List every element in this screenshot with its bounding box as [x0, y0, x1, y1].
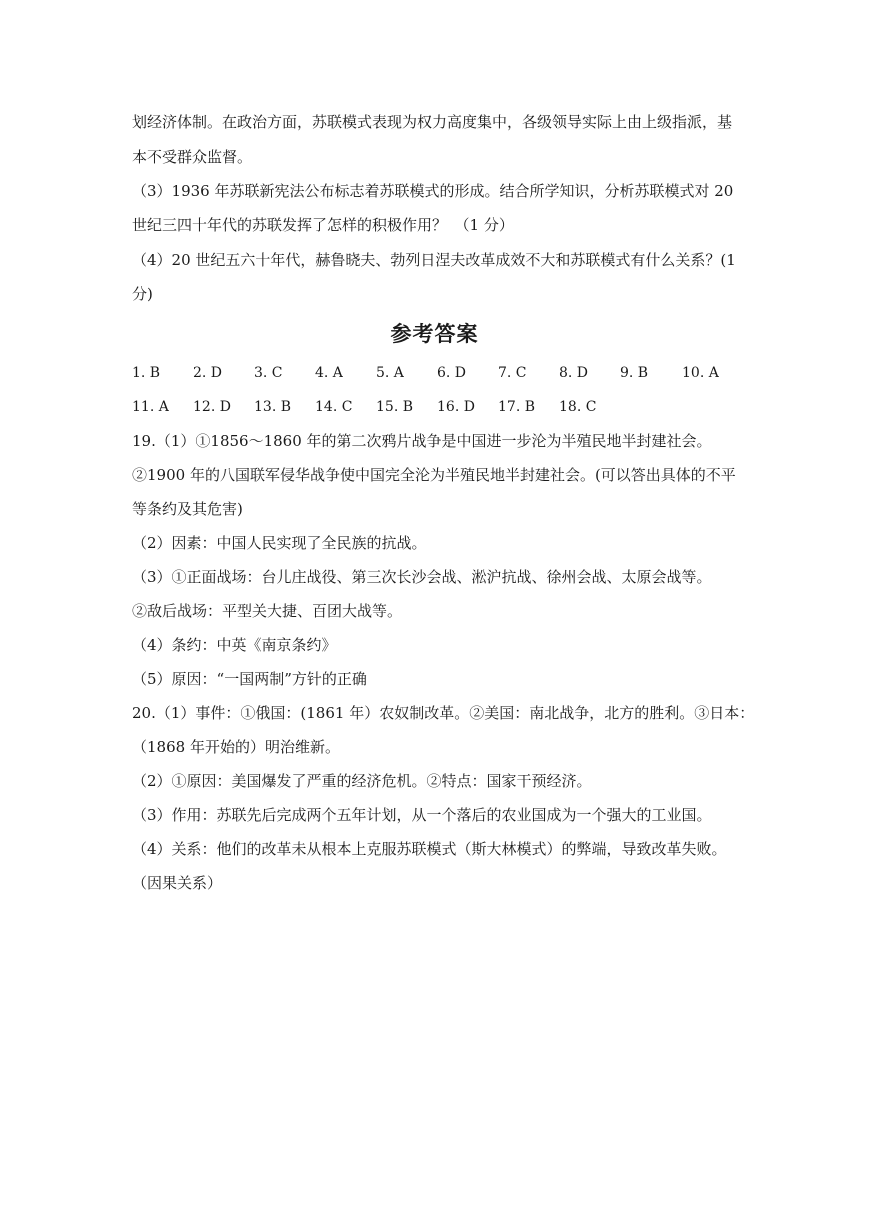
- mc-answer: 4. A: [315, 365, 343, 381]
- question-4-line: （4）20 世纪五六十年代，赫鲁晓夫、勃列日涅夫改革成效不大和苏联模式有什么关系？(1: [132, 251, 736, 269]
- mc-answer: 14. C: [315, 399, 353, 415]
- mc-answer: 18. C: [559, 399, 597, 415]
- mc-answer: 8. D: [559, 365, 589, 381]
- answer-20-line: （2）①原因：美国爆发了严重的经济危机。②特点：国家干预经济。: [132, 772, 592, 790]
- mc-answer: 15. B: [376, 399, 414, 415]
- answer-20-line: （因果关系）: [132, 874, 223, 892]
- mc-answer: 16. D: [437, 399, 475, 415]
- mc-answer: 9. B: [620, 365, 649, 381]
- question-text-line: 划经济体制。在政治方面，苏联模式表现为权力高度集中，各级领导实际上由上级指派，基: [132, 113, 733, 131]
- question-text-line: 本不受群众监督。: [132, 148, 253, 166]
- mc-answer: 1. B: [132, 365, 161, 381]
- mc-answers-row-1: [132, 363, 752, 383]
- answer-19-line: （3）①正面战场：台儿庄战役、第三次长沙会战、淞沪抗战、徐州会战、太原会战等。: [132, 568, 712, 586]
- mc-answer: 17. B: [498, 399, 536, 415]
- mc-answer: 2. D: [193, 365, 223, 381]
- mc-answer: 13. B: [254, 399, 292, 415]
- mc-answers-row-2: [132, 397, 752, 417]
- answer-19-line: ②敌后战场：平型关大捷、百团大战等。: [132, 602, 403, 620]
- answer-19-line: （5）原因：“一国两制”方针的正确: [132, 670, 367, 688]
- answer-20-line: （1868 年开始的）明治维新。: [132, 738, 340, 756]
- mc-answer: 5. A: [376, 365, 404, 381]
- mc-answer: 10. A: [682, 365, 719, 381]
- answer-19-line: （2）因素：中国人民实现了全民族的抗战。: [132, 534, 427, 552]
- answer-19-line: （4）条约：中英《南京条约》: [132, 636, 337, 654]
- mc-answer: 6. D: [437, 365, 467, 381]
- answer-20-line: 20.（1）事件：①俄国：(1861 年）农奴制改革。②美国：南北战争，北方的胜利。③日本：: [132, 704, 755, 722]
- answer-key-title: 参考答案: [390, 322, 479, 346]
- question-3-line: （3）1936 年苏联新宪法公布标志着苏联模式的形成。结合所学知识，分析苏联模式对 20: [132, 182, 734, 200]
- answer-19-line: 等条约及其危害): [132, 500, 243, 518]
- mc-answer: 7. C: [498, 365, 527, 381]
- mc-answer: 12. D: [193, 399, 231, 415]
- mc-answer: 3. C: [254, 365, 283, 381]
- answer-20-line: （4）关系：他们的改革未从根本上克服苏联模式（斯大林模式）的弊端，导致改革失败。: [132, 840, 727, 858]
- answer-19-line: ②1900 年的八国联军侵华战争使中国完全沦为半殖民地半封建社会。(可以答出具体的不平: [132, 466, 736, 484]
- answer-20-line: （3）作用：苏联先后完成两个五年计划，从一个落后的农业国成为一个强大的工业国。: [132, 806, 712, 824]
- question-3-line: 世纪三四十年代的苏联发挥了怎样的积极作用？ （1 分）: [132, 216, 514, 234]
- question-4-line: 分): [132, 285, 153, 303]
- answer-19-line: 19.（1）①1856～1860 年的第二次鸦片战争是中国进一步沦为半殖民地半封建社会。: [132, 432, 712, 450]
- mc-answer: 11. A: [132, 399, 169, 415]
